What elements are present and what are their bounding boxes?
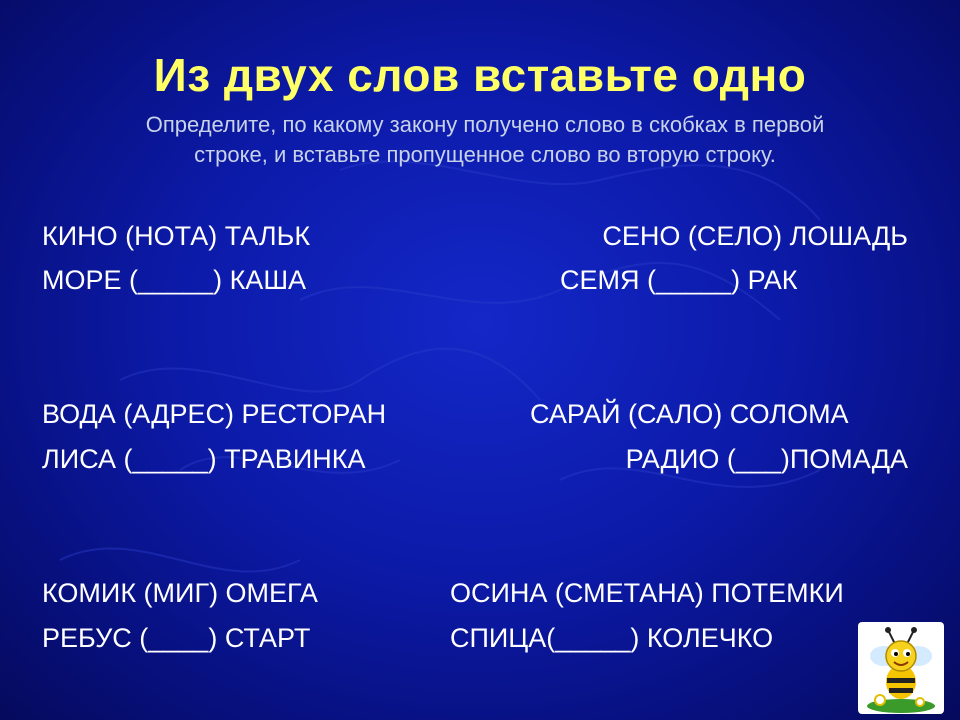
puzzle-5-line-2: РЕБУС (____) СТАРТ (42, 623, 311, 653)
slide-title: Из двух слов вставьте одно (153, 49, 807, 101)
instruction-text (70, 110, 900, 170)
bee-clipart-icon (858, 622, 944, 714)
puzzle-5-line-1: КОМИК (МИГ) ОМЕГА (42, 578, 318, 608)
puzzle-3-line-2: ЛИСА (_____) ТРАВИНКА (42, 444, 366, 474)
puzzle-2-line-1: СЕНО (СЕЛО) ЛОШАДЬ (602, 221, 908, 251)
puzzle-1-line-2: МОРЕ (_____) КАША (42, 265, 307, 295)
puzzle-4-line-1: САРАЙ (САЛО) СОЛОМА (530, 399, 849, 429)
puzzle-3-line-1: ВОДА (АДРЕС) РЕСТОРАН (42, 399, 387, 429)
puzzle-1-line-1: КИНО (НОТА) ТАЛЬК (42, 221, 311, 251)
puzzle-6-line-2: СПИЦА(_____) КОЛЕЧКО (450, 623, 774, 653)
instruction-line-1: Определите, по какому закону получено слово в скобках в первой (145, 112, 825, 137)
instruction-line-2: строке, и вставьте пропущенное слово во вторую строку. (194, 142, 776, 167)
puzzle-2-line-2: СЕМЯ (_____) РАК (560, 265, 798, 295)
puzzle-6-line-1: ОСИНА (СМЕТАНА) ПОТЕМКИ (450, 578, 844, 608)
puzzle-4-line-2: РАДИО (___)ПОМАДА (625, 444, 908, 474)
